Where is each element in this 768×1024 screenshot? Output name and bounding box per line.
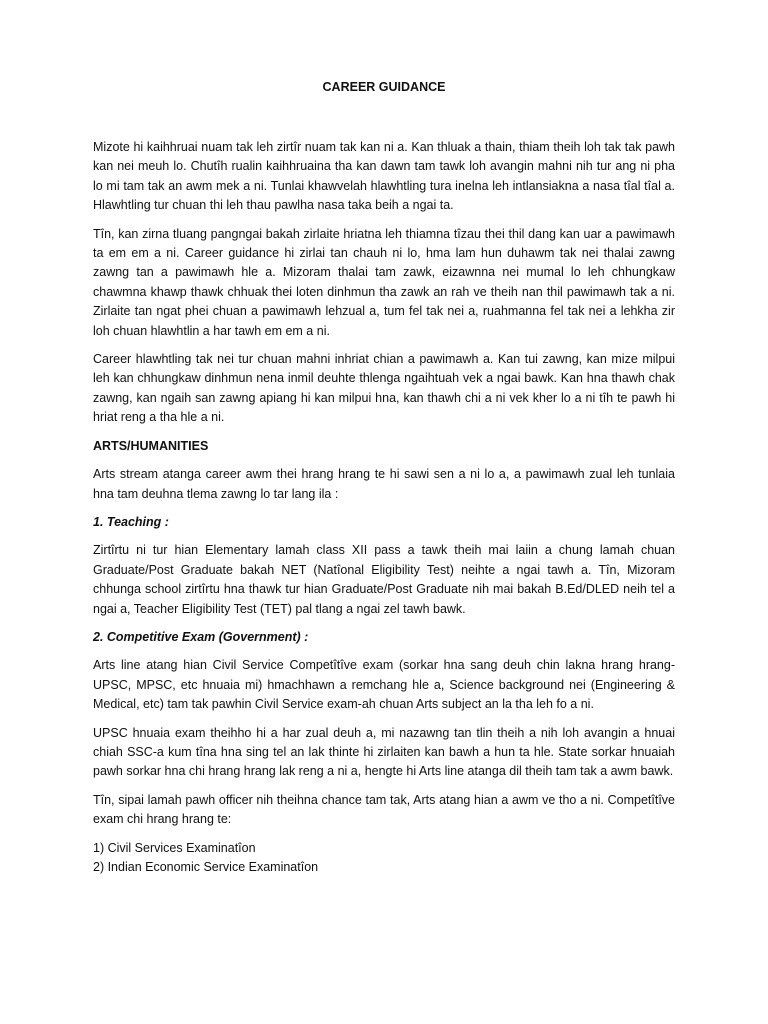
section-heading-arts: ARTS/HUMANITIES <box>93 438 209 453</box>
paragraph-self-knowledge: Career hlawhtling tak nei tur chuan mahni inhriat chian a pawimawh a. Kan tui zawng, kan mize milpui leh kan chhungkaw dinhmun nena inmil deuhte thlenga ngaihtuah vek a ngai bawk. Kan hna thawh chak zawng, kan ngaih san zawng apiang hi kan milpui hna, kan thawh chi a ni vek kher lo a ni tîh te pawh hi hriat reng a tha hle a ni. <box>93 352 675 425</box>
paragraph-arts-intro: Arts stream atanga career awm thei hrang hrang te hi sawi sen a ni lo a, a pawimawh zual leh tunlaia hna tam deuhna tlema zawng lo tar lang ila : <box>93 467 675 501</box>
paragraph-civil-service: Arts line atang hian Civil Service Competîtîve exam (sorkar hna sang deuh chin lakna hrang hrang-UPSC, MPSC, etc hnuaia mi) hmachhawn a remchang hle a, Science background nei (Engineering & Medical, etc) tam tak pawhin Civil Service exam-ah chuan Arts subject an la tha leh fo a ni. <box>93 658 675 712</box>
list-item: 1) Civil Services Examinatîon <box>93 840 256 855</box>
paragraph-teaching: Zirtîrtu ni tur hian Elementary lamah class XII pass a tawk theih mai laiin a chung lamah chuan Graduate/Post Graduate bakah NET (Natîonal Eligibility Test) neihte a ngai tawh a. Tîn, Mizoram chhunga school zirtîrtu hna thawk tur hian Graduate/Post Graduate nih mai bakah B.Ed/DLED neih tel a ngai a, Teacher Eligibility Test (TET) pal tlang a ngai zel tawh bawk. <box>93 543 675 616</box>
subheading-teaching: 1. Teaching : <box>93 514 169 529</box>
paragraph-upsc-ssc: UPSC hnuaia exam theihho hi a har zual deuh a, mi nazawng tan tlin theih a nih loh avangin a hnuai chiah SSC-a kum tîna hna sing tel an lak thinte hi zirlaiten kan bawh a hun ta hle. State sorkar hnuaiah pawh sorkar hna chi hrang hrang lak reng a ni a, hengte hi Arts line atanga dil theih tam tak a awm bawk. <box>93 725 675 779</box>
document-page <box>93 78 675 877</box>
paragraph-intro: Mizote hi kaihhruai nuam tak leh zirtîr nuam tak kan ni a. Kan thluak a thain, thiam theih loh tak tak pawh kan nei meuh lo. Chutîh rualin kaihhruaina tha kan dawn tam tawk loh avangin mahni nih tur ang ni pha lo mi tam tak an awm mek a ni. Tunlai khawvelah hlawhtling tura inelna leh intlansiakna a nasa tîal tîal a. Hlawhtling tur chuan thi leh thau pawlha nasa taka beih a ngai ta. <box>93 140 675 213</box>
paragraph-military: Tîn, sipai lamah pawh officer nih theihna chance tam tak, Arts atang hian a awm ve tho a ni. Competîtîve exam chi hrang hrang te: <box>93 792 675 827</box>
paragraph-career-guidance: Tîn, kan zirna tluang pangngai bakah zirlaite hriatna leh thiamna tîzau thei thil dang kan uar a pawimawh ta em em a ni. Career guidance hi zirlai tan chauh ni lo, hma lam hun duhawm tak nei thalai zawng zawng tan a pawimawh hle a. Mizoram thalai tam zawk, eizawnna nei mumal lo leh chhungkaw chawmna khawp thawk chhuak thei loten dinhmun tha zawk an rah ve theih nan thil pawimawh tak a ni. Zirlaite tan ngat phei chuan a pawimawh lehzual a, tum fel tak nei a, ruahmanna fel tak nei a lehkha zir loh chuan hlawhtlin a har tawh em em a ni. <box>93 226 675 338</box>
list-item: 2) Indian Economic Service Examinatîon <box>93 860 319 874</box>
subheading-competitive-exam: 2. Competitive Exam (Government) : <box>93 629 309 644</box>
page-title: CAREER GUIDANCE <box>322 80 446 94</box>
